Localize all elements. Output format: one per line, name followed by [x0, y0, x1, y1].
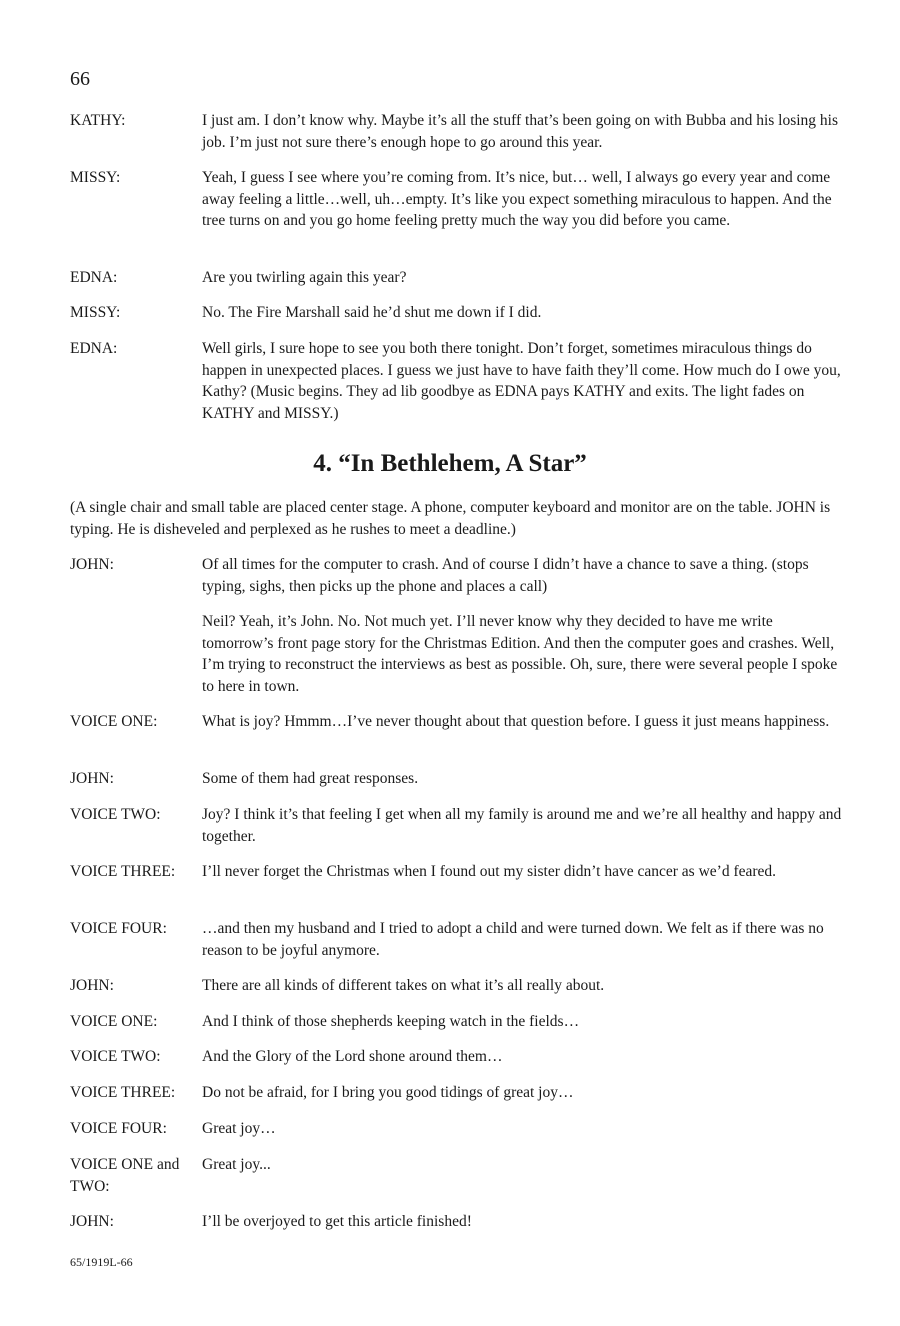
page-number: 66	[70, 68, 90, 90]
speech-text: Do not be afraid, for I bring you good tidings of great joy…	[202, 1084, 574, 1101]
dialogue-line	[70, 861, 845, 883]
footer-code: 65/1919L-66	[70, 1255, 133, 1269]
speaker-name: VOICE THREE:	[70, 1084, 176, 1101]
dialogue-line	[70, 110, 845, 153]
speaker-name: EDNA:	[70, 269, 118, 286]
dialogue-line	[70, 804, 845, 847]
dialogue-line	[70, 611, 845, 697]
speech-text: Great joy...	[202, 1156, 271, 1173]
dialogue-line	[70, 1046, 845, 1068]
scene-title: 4. “In Bethlehem, A Star”	[313, 450, 587, 477]
speech-text: And the Glory of the Lord shone around them…	[202, 1048, 503, 1065]
dialogue-line	[70, 1011, 845, 1033]
stage-direction: (A single chair and small table are placed center stage. A phone, computer keyboard and monitor are on the table. JOHN is typing. He is disheveled and perplexed as he rushes to meet a deadline.)	[70, 499, 831, 538]
speech-text: Neil? Yeah, it’s John. No. Not much yet. I’ll never know why they decided to have me write tomorrow’s front page story for the Christmas Edition. And then the computer goes and crashes. Well, I’m trying to reconstruct the interviews as best as possible. Oh, sure, there were several people I spoke to here in town.	[202, 613, 838, 695]
speaker-name: KATHY:	[70, 112, 126, 129]
dialogue-line	[70, 554, 845, 597]
speech-text: What is joy? Hmmm…I’ve never thought about that question before. I guess it just means happiness.	[202, 713, 830, 730]
speaker-name: MISSY:	[70, 169, 121, 186]
speech-text: There are all kinds of different takes on what it’s all really about.	[202, 977, 605, 994]
speaker-name: VOICE ONE:	[70, 713, 158, 730]
speaker-name: VOICE FOUR:	[70, 920, 167, 937]
speaker-name: VOICE FOUR:	[70, 1120, 167, 1137]
speech-text: Are you twirling again this year?	[202, 269, 407, 286]
speaker-name: JOHN:	[70, 1213, 114, 1230]
speech-text: Great joy…	[202, 1120, 276, 1137]
dialogue-line	[70, 1211, 845, 1233]
dialogue-line	[70, 918, 845, 961]
speaker-name: VOICE ONE and TWO:	[70, 1156, 180, 1195]
dialogue-line	[70, 1154, 845, 1197]
speech-text: Joy? I think it’s that feeling I get when all my family is around me and we’re all healthy and happy and together.	[202, 806, 842, 845]
speech-text: Yeah, I guess I see where you’re coming from. It’s nice, but… well, I always go every year and come away feeling a little…well, uh…empty. It’s like you expect something miraculous to happen. And the tree turns on and you go home feeling pretty much the way you did before you came.	[202, 169, 832, 229]
dialogue-line	[70, 1118, 845, 1140]
speaker-name: VOICE TWO:	[70, 1048, 161, 1065]
dialogue-line	[70, 975, 845, 997]
dialogue-line	[70, 267, 845, 289]
speaker-name: MISSY:	[70, 304, 121, 321]
speaker-name: JOHN:	[70, 556, 114, 573]
speech-text: Well girls, I sure hope to see you both there tonight. Don’t forget, sometimes miraculous things do happen in unexpected places. I guess we just have to have faith they’ll come. How much do I owe you, Kathy? (Music begins. They ad lib goodbye as EDNA pays KATHY and exits. The light fades on KATHY and MISSY.)	[202, 340, 841, 422]
speech-text: I just am. I don’t know why. Maybe it’s all the stuff that’s been going on with Bubba and his losing his job. I’m just not sure there’s enough hope to go around this year.	[202, 112, 839, 151]
speech-text: And I think of those shepherds keeping watch in the fields…	[202, 1013, 580, 1030]
speech-text: Of all times for the computer to crash. And of course I didn’t have a chance to save a thing. (stops typing, sighs, then picks up the phone and places a call)	[202, 556, 809, 595]
speaker-name: VOICE ONE:	[70, 1013, 158, 1030]
speaker-name	[70, 611, 202, 697]
dialogue-line	[70, 1082, 845, 1104]
speaker-name: EDNA:	[70, 340, 118, 357]
speech-text: I’ll be overjoyed to get this article finished!	[202, 1213, 472, 1230]
speaker-name: VOICE TWO:	[70, 806, 161, 823]
dialogue-line	[70, 167, 845, 232]
speech-text: No. The Fire Marshall said he’d shut me down if I did.	[202, 304, 542, 321]
speaker-name: JOHN:	[70, 770, 114, 787]
dialogue-line	[70, 711, 845, 733]
dialogue-line	[70, 338, 845, 424]
speaker-name: VOICE THREE:	[70, 863, 176, 880]
dialogue-line	[70, 768, 845, 790]
speech-text: Some of them had great responses.	[202, 770, 419, 787]
speech-text: …and then my husband and I tried to adopt a child and were turned down. We felt as if there was no reason to be joyful anymore.	[202, 920, 824, 959]
dialogue-line	[70, 302, 845, 324]
speech-text: I’ll never forget the Christmas when I found out my sister didn’t have cancer as we’d feared.	[202, 863, 777, 880]
speaker-name: JOHN:	[70, 977, 114, 994]
